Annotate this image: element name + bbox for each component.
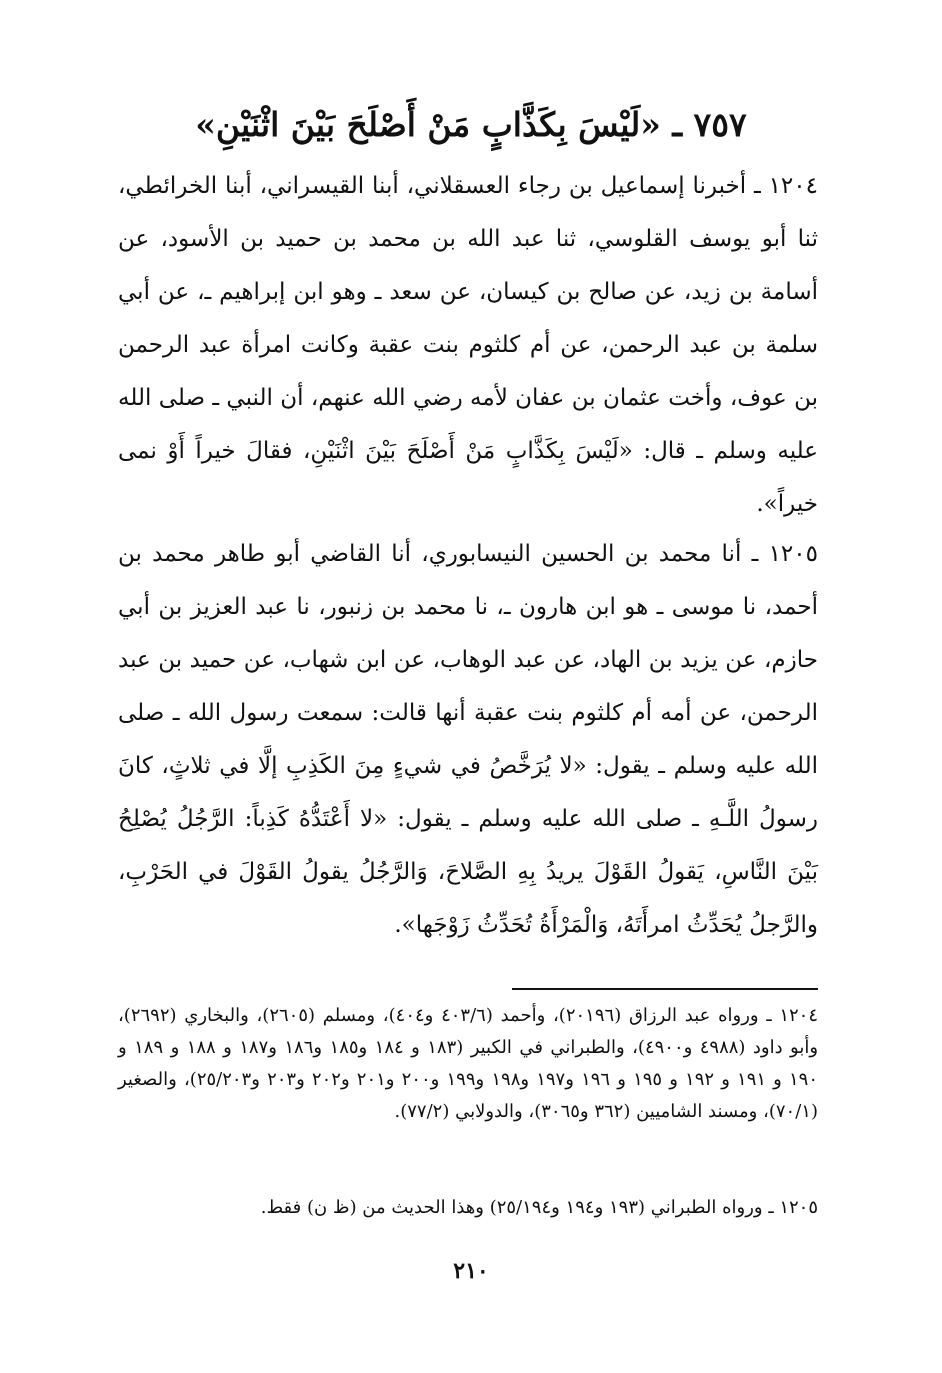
hadith-paragraph: ١٢٠٤ ـ أخبرنا إسماعيل بن رجاء العسقلاني، أبنا القيسراني، أبنا الخرائطي، ثنا أبو يوسف القلوسي، ثنا عبد الله بن محمد بن حميد بن الأسود، عن أسامة بن زيد، عن صالح بن كيسان، عن سعد ـ وهو ابن إبراهيم ـ، عن أبي سلمة بن عبد الرحمن، عن أم كلثوم بنت عقبة وكانت امرأة عبد الرحمن بن عوف، وأخت عثمان بن عفان لأمه رضي الله عنهم، أن النبي ـ صلى الله عليه وسلم ـ قال: «لَيْسَ بِكَذَّابٍ مَنْ أَصْلَحَ بَيْنَ اثْنَيْنِ، فقالَ خيراً أَوْ نمى خيراً». (118, 173, 818, 517)
footnote: ١٢٠٥ ـ ورواه الطبراني (١٩٣ و١٩٤ و٢٥/١٩٤) وهذا الحديث من (ظ ن) فقط. (260, 1197, 818, 1218)
chapter-title: ٧٥٧ ـ «لَيْسَ بِكَذَّابٍ مَنْ أَصْلَحَ بَيْنَ اثْنَيْنِ» (195, 105, 747, 144)
footnote-divider (512, 988, 818, 990)
hadith-paragraph: ١٢٠٥ ـ أنا محمد بن الحسين النيسابوري، أنا القاضي أبو طاهر محمد بن أحمد، نا موسى ـ هو ابن هارون ـ، نا محمد بن زنبور، نا عبد العزيز بن أبي حازم، عن يزيد بن الهاد، عن عبد الوهاب، عن ابن شهاب، عن حميد بن عبد الرحمن، عن أمه أم كلثوم بنت عقبة أنها قالت: سمعت رسول الله ـ صلى الله عليه وسلم ـ يقول: «لا يُرَخَّصُ في شيءٍ مِنَ الكَذِبِ إلَّا في ثلاثٍ، كانَ رسولُ اللَّـهِ ـ صلى الله عليه وسلم ـ يقول: «لا أَعْتَدُّهُ كَذِباً: الرَّجُلُ يُصْلِحُ بَيْنَ النَّاسِ، يَقولُ القَوْلَ يريدُ بِهِ الصَّلاحَ، وَالرَّجُلُ يقولُ القَوْلَ في الحَرْبِ، والرَّجلُ يُحَدِّثُ امرأَتَهُ، وَالْمَرْأَةُ تُحَدِّثُ زَوْجَها». (118, 541, 818, 938)
footnote: ١٢٠٤ ـ ورواه عبد الرزاق (٢٠١٩٦)، وأحمد (٤٠٣/٦ و٤٠٤)، ومسلم (٢٦٠٥)، والبخاري (٢٦٩٢)، وأبو داود (٤٩٨٨ و٤٩٠٠)، والطبراني في الكبير (١٨٣ و ١٨٤ و١٨٥ و١٨٦ و١٨٧ و ١٨٨ و ١٨٩ و ١٩٠ و ١٩١ و ١٩٢ و ١٩٥ و ١٩٦ و١٩٧ و١٩٨ و١٩٩ و٢٠٠ و٢٠١ و٢٠٢ و٢٠٣ و٢٥/٢٠٣)، والصغير (٧٠/١)، ومسند الشاميين (٣٦٢ و٣٠٦٥)، والدولابي (٧٧/٢). (118, 1005, 819, 1122)
page-number: ٢١٠ (453, 1258, 489, 1284)
